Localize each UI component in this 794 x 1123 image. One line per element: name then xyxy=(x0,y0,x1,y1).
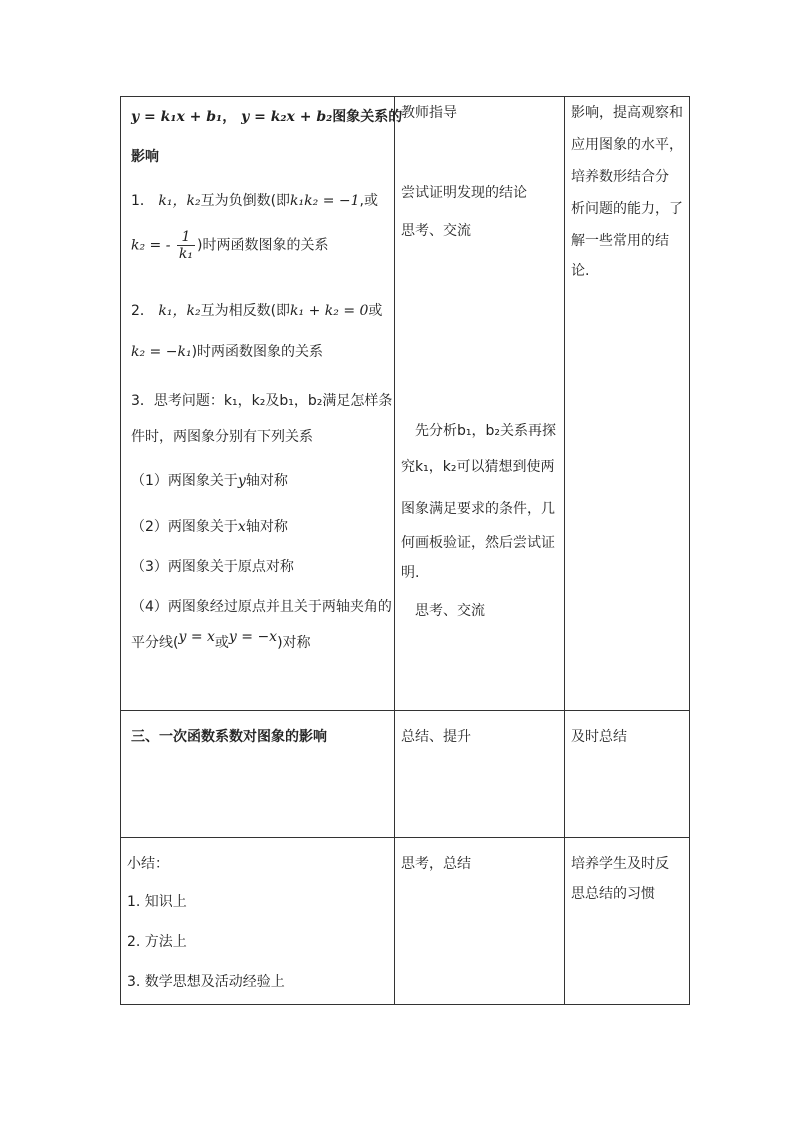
purpose-cell xyxy=(565,97,690,711)
table-row xyxy=(121,838,690,1005)
section-heading-cont: 影响 xyxy=(131,149,159,165)
activity-cell xyxy=(395,711,565,838)
purpose-text: 及时总结 xyxy=(571,729,627,745)
activity-text: 先分析b₁，b₂关系再探 xyxy=(415,423,556,439)
section-heading: 三、一次函数系数对图象的影响 xyxy=(131,729,327,745)
summary-title: 小结： xyxy=(127,856,169,872)
sub-item-1: （1）两图象关于y轴对称 xyxy=(131,473,288,489)
content-cell xyxy=(121,711,395,838)
purpose-text: 应用图象的水平， xyxy=(571,137,683,153)
lesson-plan-table xyxy=(120,96,690,1005)
activity-cell xyxy=(395,838,565,1005)
table-row xyxy=(121,97,690,711)
activity-text: 思考、交流 xyxy=(401,223,471,239)
sub-item-4: （4）两图象经过原点并且关于两轴夹角的 xyxy=(131,599,392,615)
purpose-text: 解一些常用的结 xyxy=(571,233,669,249)
activity-text: 教师指导 xyxy=(401,105,457,121)
sub-item-2: （2）两图象关于x轴对称 xyxy=(131,519,288,535)
list-item: 1. 知识上 xyxy=(127,894,187,910)
list-item: 2. 方法上 xyxy=(127,934,187,950)
activity-text: 何画板验证，然后尝试证 xyxy=(401,535,555,551)
list-item: 3. 数学思想及活动经验上 xyxy=(127,974,285,990)
table-row xyxy=(121,711,690,838)
activity-text: 思考，总结 xyxy=(401,856,471,872)
activity-text: 图象满足要求的条件，几 xyxy=(401,501,555,517)
item-2: 2． k₁，k₂互为相反数(即k₁ + k₂ = 0或 xyxy=(131,303,383,319)
activity-text: 究k₁，k₂可以猜想到使两 xyxy=(401,459,555,475)
formula-line1: y = k₁x + b₁ xyxy=(131,109,223,125)
item-3-cont: 件时，两图象分别有下列关系 xyxy=(131,429,313,445)
item-1-cont: k₂ = - $\frac{1}{\text{k₁}}$ )时两函数图象的关系 xyxy=(131,229,329,262)
formula-line2: y = k₂x + b₂ xyxy=(241,109,333,125)
activity-text: 明. xyxy=(401,565,420,581)
purpose-text: 思总结的习惯 xyxy=(571,886,655,902)
purpose-text: 析问题的能力，了 xyxy=(571,201,683,217)
sub-item-4-cont: 平分线(y = x或y = −x)对称 xyxy=(131,629,311,651)
sub-item-3: （3）两图象关于原点对称 xyxy=(131,559,294,575)
content-cell xyxy=(121,838,395,1005)
item-1: 1． k₁，k₂互为负倒数(即k₁k₂ = −1,或 xyxy=(131,193,378,209)
activity-text: 思考、交流 xyxy=(415,603,485,619)
activity-text: 尝试证明发现的结论 xyxy=(401,185,527,201)
purpose-text: 培养学生及时反 xyxy=(571,856,669,872)
section-heading: y = k₁x + b₁， y = k₂x + b₂图象关系的 xyxy=(131,109,403,125)
activity-text: 总结、提升 xyxy=(401,729,471,745)
item-2-cont: k₂ = −k₁)时两函数图象的关系 xyxy=(131,344,324,360)
activity-cell xyxy=(395,97,565,711)
item-3: 3．思考问题：k₁，k₂及b₁，b₂满足怎样条 xyxy=(131,393,393,409)
content-cell xyxy=(121,97,403,711)
fraction: $\frac{1}{\text{k₁}}$ xyxy=(178,229,194,262)
purpose-cell xyxy=(565,838,690,1005)
purpose-cell xyxy=(565,711,690,838)
purpose-text: 影响，提高观察和 xyxy=(571,105,683,121)
purpose-text: 培养数形结合分 xyxy=(571,169,669,185)
purpose-text: 论. xyxy=(571,263,590,279)
